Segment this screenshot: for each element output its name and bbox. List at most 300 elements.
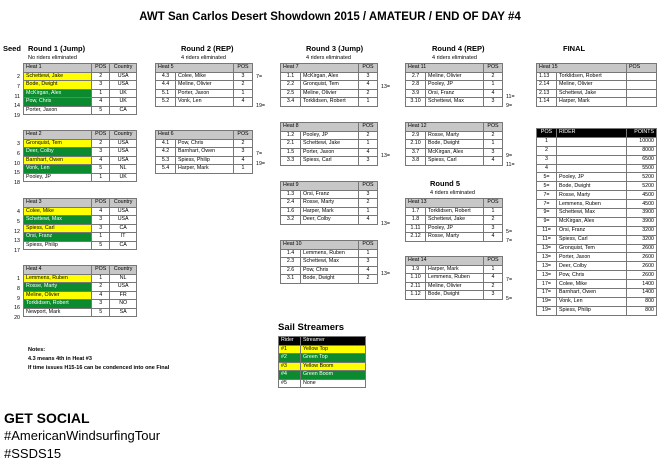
social-title: GET SOCIAL (4, 410, 90, 426)
heat-table (405, 198, 503, 242)
tie-rank: 7= (256, 74, 263, 80)
pos-cell: 1 (234, 89, 253, 98)
heat-ref-cell: 3.9 (406, 89, 426, 98)
tie-rank: 5= (506, 228, 513, 235)
seed-number: 8 (17, 285, 20, 292)
points-header: POINTS (627, 129, 657, 138)
pos-cell: 19= (537, 306, 557, 315)
pos-cell: 2 (484, 216, 503, 225)
pos-cell: 4 (359, 148, 378, 157)
heat-ref-cell: 1.11 (406, 224, 426, 233)
tie-rank: 19= (256, 103, 265, 110)
table-row (24, 173, 137, 182)
pos-cell: 5 (92, 106, 110, 115)
country-header: Country (110, 199, 137, 208)
heat-name: Heat 7 (281, 64, 359, 73)
table-row (406, 89, 503, 98)
table-row (24, 72, 137, 81)
pos-cell: 4 (234, 156, 253, 165)
pos-cell (627, 81, 657, 90)
heat-ref-cell: 1.3 (281, 190, 301, 199)
table-row (24, 241, 137, 250)
pos-cell (627, 72, 657, 81)
country-cell: USA (110, 207, 137, 216)
country-cell: NO (110, 300, 137, 309)
table-row (537, 155, 657, 164)
tie-rank: 9= (506, 103, 513, 110)
heat-ref-cell: 3.3 (281, 157, 301, 166)
pos-header: POS (484, 64, 503, 73)
heat-name: Heat 2 (24, 131, 92, 140)
table-row (406, 81, 503, 90)
table-row (281, 131, 378, 140)
table-row (406, 216, 503, 225)
rider-cell: Spiess, Philip (557, 306, 627, 315)
heat-table (155, 130, 253, 174)
table-row (24, 89, 137, 98)
rider-cell: Barnhart, Owen (557, 289, 627, 298)
table-row (537, 182, 657, 191)
notes-line: 4.3 means 4th in Heat #3 (28, 356, 92, 362)
rider-cell: Orsi, Franz (426, 89, 484, 98)
rider-cell: Rosse, Marty (301, 199, 359, 208)
rider-cell (557, 146, 627, 155)
heat-ref-cell: 3.2 (281, 216, 301, 225)
tie-rank: 11= (506, 162, 515, 169)
rider-cell: #1 (279, 345, 301, 354)
rider-cell: #4 (279, 371, 301, 380)
heat-ref-cell: 2.9 (406, 131, 426, 140)
heat-name: Heat 8 (281, 123, 359, 132)
table-row (281, 157, 378, 166)
heat-name: Heat 3 (24, 199, 92, 208)
seed-number: 13 (14, 238, 20, 245)
table-row (537, 191, 657, 200)
round-2-subtitle: 4 riders eliminated (181, 55, 226, 61)
points-cell: 3200 (627, 235, 657, 244)
rider-cell: Schettewi, Max (557, 209, 627, 218)
tie-rank: 7= (506, 238, 513, 245)
final-heat-table (536, 63, 657, 107)
rider-cell: Pow, Chris (24, 98, 92, 107)
table-row (537, 280, 657, 289)
table-row (24, 224, 137, 233)
round-5-label: Round 5 (430, 179, 460, 188)
pos-cell: 7= (537, 191, 557, 200)
table-row (406, 72, 503, 81)
points-cell: 4500 (627, 200, 657, 209)
seed-number: 15 (14, 170, 20, 177)
streamer-cell: Green Boom (301, 371, 366, 380)
table-row (24, 156, 137, 165)
pos-header: POS (484, 123, 503, 132)
rider-header: Rider (279, 337, 301, 346)
rider-cell: Orsi, Franz (24, 233, 92, 242)
heat-ref-cell: 1.1 (281, 72, 301, 81)
rider-cell: Pooley, JP (426, 224, 484, 233)
heat-ref-cell: 2.8 (406, 81, 426, 90)
pos-cell: 1 (234, 165, 253, 174)
pos-cell: 3 (537, 155, 557, 164)
table-row (281, 148, 378, 157)
points-cell: 800 (627, 306, 657, 315)
pos-cell: 2 (92, 283, 110, 292)
pos-header: POS (92, 199, 110, 208)
tie-rank: 9= (506, 152, 513, 159)
pos-cell (627, 89, 657, 98)
pos-cell: 2 (234, 81, 253, 90)
rider-cell: Harper, Mark (557, 98, 627, 107)
table-row (24, 308, 137, 317)
table-row (24, 283, 137, 292)
table-row (281, 140, 378, 149)
rider-cell: Colee, Mike (176, 72, 234, 81)
country-cell: UK (110, 173, 137, 182)
rider-cell: Pooley, JP (301, 131, 359, 140)
pos-cell: 2 (359, 131, 378, 140)
table-row (406, 140, 503, 149)
heat-ref-cell: 1.6 (281, 207, 301, 216)
rider-cell: Pow, Chris (176, 139, 234, 148)
rider-cell: Porter, Jaxon (24, 106, 92, 115)
rider-cell: Rosse, Marty (24, 283, 92, 292)
points-cell: 6500 (627, 155, 657, 164)
points-cell: 3900 (627, 217, 657, 226)
pos-cell: 1 (359, 140, 378, 149)
heat-ref-cell: 2.13 (537, 89, 557, 98)
heat-ref-cell: 2.5 (281, 89, 301, 98)
country-cell: USA (110, 81, 137, 90)
rider-cell: Schettewi, Max (24, 216, 92, 225)
table-row (537, 235, 657, 244)
rider-cell: Harper, Mark (426, 265, 484, 274)
table-row (24, 148, 137, 157)
heat-ref-cell: 2.10 (406, 140, 426, 149)
table-row (537, 297, 657, 306)
pos-cell: 5= (537, 182, 557, 191)
table-row (24, 106, 137, 115)
table-row (281, 207, 378, 216)
streamer-cell: Yellow Top (301, 345, 366, 354)
pos-cell: 1 (537, 137, 557, 146)
table-row (537, 72, 657, 81)
pos-cell: 4 (359, 266, 378, 275)
seed-number: 2 (17, 74, 20, 80)
table-row (279, 345, 366, 354)
table-row (537, 271, 657, 280)
heat-table (23, 198, 137, 250)
pos-header: POS (359, 64, 378, 73)
table-row (281, 266, 378, 275)
table-row (281, 199, 378, 208)
heat-ref-cell: 1.4 (281, 249, 301, 258)
table-row (281, 275, 378, 284)
country-cell: CA (110, 224, 137, 233)
rider-cell: Schettewi, Jake (301, 140, 359, 149)
pos-cell: 3 (359, 258, 378, 267)
rider-cell: Gronquist, Tem (557, 244, 627, 253)
heat-ref-cell: 4.3 (156, 72, 176, 81)
pos-cell: 3 (484, 291, 503, 300)
table-row (406, 265, 503, 274)
country-cell: USA (110, 139, 137, 148)
table-row (24, 291, 137, 300)
heat-table (280, 181, 378, 225)
table-row (24, 165, 137, 174)
heat-ref-cell: 2.14 (537, 81, 557, 90)
heat-name: Heat 13 (406, 199, 484, 208)
heat-ref-cell: 3.4 (281, 98, 301, 107)
table-row (537, 289, 657, 298)
pos-cell: 9= (537, 209, 557, 218)
pos-cell: 1 (92, 233, 110, 242)
pos-cell: 3 (234, 148, 253, 157)
table-row (24, 216, 137, 225)
rider-cell: Spiess, Carl (24, 224, 92, 233)
country-header: Country (110, 266, 137, 275)
rider-cell: Meline, Olivier (426, 72, 484, 81)
pos-header: POS (359, 182, 378, 191)
rider-cell: Porter, Jaxon (176, 89, 234, 98)
heat-ref-cell: 3.1 (281, 275, 301, 284)
heat-ref-cell: 2.7 (406, 72, 426, 81)
pos-cell: 4 (234, 98, 253, 107)
table-row (24, 139, 137, 148)
seed-number: 1 (17, 276, 20, 282)
points-cell: 1400 (627, 289, 657, 298)
table-row (537, 306, 657, 315)
pos-cell: 2 (92, 139, 110, 148)
table-row (24, 98, 137, 107)
round-4-label: Round 4 (REP) (432, 44, 485, 53)
heat-ref-cell: 3.7 (406, 148, 426, 157)
heat-ref-cell: 2.6 (281, 266, 301, 275)
heat-name: Heat 15 (537, 64, 627, 73)
country-cell: IT (110, 233, 137, 242)
heat-ref-cell: 1.12 (406, 291, 426, 300)
rider-cell: Barnhart, Owen (176, 148, 234, 157)
pos-cell: 4 (92, 156, 110, 165)
pos-cell: 9= (537, 217, 557, 226)
points-cell: 2600 (627, 262, 657, 271)
tie-rank: 5= (506, 296, 513, 303)
points-cell: 800 (627, 297, 657, 306)
seed-number: 14 (14, 103, 20, 110)
rider-cell: Bode, Dwight (426, 291, 484, 300)
heat-name: Heat 6 (156, 131, 234, 140)
country-cell: USA (110, 216, 137, 225)
rider-cell: #5 (279, 379, 301, 388)
rider-cell: Pooley, JP (24, 173, 92, 182)
pos-cell: 1 (359, 249, 378, 258)
heat-ref-cell: 5.1 (156, 89, 176, 98)
table-row (156, 165, 253, 174)
rider-cell: Lemmens, Ruben (426, 274, 484, 283)
heat-ref-cell: 2.2 (281, 81, 301, 90)
streamer-cell: Green Top (301, 354, 366, 363)
pos-cell: 1 (484, 81, 503, 90)
pos-cell: 7= (537, 200, 557, 209)
seed-number: 20 (14, 315, 20, 322)
heat-ref-cell: 1.13 (537, 72, 557, 81)
pos-cell: 4 (484, 89, 503, 98)
sail-streamers-title: Sail Streamers (278, 322, 345, 333)
points-cell: 2600 (627, 271, 657, 280)
heat-table (280, 240, 378, 284)
heat-ref-cell: 1.10 (406, 274, 426, 283)
heat-ref-cell: 5.2 (156, 98, 176, 107)
pos-cell: 3 (92, 81, 110, 90)
rider-cell: Harper, Mark (301, 207, 359, 216)
rider-cell: Rosse, Marty (426, 131, 484, 140)
pos-header: POS (92, 64, 110, 73)
points-cell: 3200 (627, 226, 657, 235)
pos-cell: 3 (484, 148, 503, 157)
seed-number: 16 (14, 305, 20, 312)
table-row (24, 207, 137, 216)
rider-cell: McKirgan, Alex (557, 217, 627, 226)
pos-header: POS (234, 131, 253, 140)
pos-cell: 1 (484, 140, 503, 149)
pos-cell: 2 (484, 131, 503, 140)
social-hashtag: #AmericanWindsurfingTour (4, 428, 161, 443)
pos-cell: 4 (92, 207, 110, 216)
tie-rank: 13= (381, 221, 390, 228)
table-row (537, 173, 657, 182)
heat-ref-cell: 5.3 (156, 156, 176, 165)
rider-cell: Spiess, Philip (176, 156, 234, 165)
rider-cell: Barnhart, Owen (24, 156, 92, 165)
points-cell: 3900 (627, 209, 657, 218)
tie-rank: 13= (381, 152, 390, 159)
table-row (537, 244, 657, 253)
table-row (279, 354, 366, 363)
country-header: Country (110, 131, 137, 140)
heat-table (405, 256, 503, 300)
pos-cell: 11= (537, 235, 557, 244)
points-cell: 2600 (627, 253, 657, 262)
heat-table (23, 130, 137, 182)
seed-number: 11 (14, 93, 20, 100)
pos-cell: 2 (484, 282, 503, 291)
table-row (537, 137, 657, 146)
rider-cell: Schettewi, Max (426, 98, 484, 107)
pos-header: POS (484, 199, 503, 208)
rider-cell: Bode, Dwight (426, 140, 484, 149)
rider-cell: Rosse, Marty (426, 233, 484, 242)
seed-number: 3 (17, 141, 20, 147)
seed-column-label: Seed (3, 44, 21, 53)
rider-cell: McKirgan, Alex (24, 89, 92, 98)
country-header: Country (110, 64, 137, 73)
pos-cell: 5 (92, 165, 110, 174)
rider-cell: Gronquist, Tem (24, 139, 92, 148)
round-1-subtitle: No riders eliminated (28, 55, 77, 61)
heat-name: Heat 12 (406, 123, 484, 132)
table-row (24, 274, 137, 283)
pos-cell: 13= (537, 244, 557, 253)
rider-cell: Meline, Olivier (24, 291, 92, 300)
rider-cell: Torklidsen, Robert (426, 207, 484, 216)
rider-cell: Meline, Olivier (557, 81, 627, 90)
heat-ref-cell: 1.5 (281, 148, 301, 157)
table-row (24, 81, 137, 90)
country-cell: NL (110, 274, 137, 283)
heat-table (23, 265, 137, 317)
rider-cell: Meline, Olivier (301, 89, 359, 98)
heat-ref-cell: 2.3 (281, 258, 301, 267)
country-cell: USA (110, 148, 137, 157)
heat-ref-cell: 1.2 (281, 131, 301, 140)
rider-cell: Colee, Mike (557, 280, 627, 289)
round-4-subtitle: 4 riders eliminated (432, 55, 477, 61)
country-cell: CA (110, 106, 137, 115)
pos-cell: 4 (484, 157, 503, 166)
seed-number: 18 (14, 180, 20, 187)
pos-cell: 5= (537, 173, 557, 182)
rider-cell: Bode, Dwight (24, 81, 92, 90)
rider-cell: Spiess, Philip (24, 241, 92, 250)
heat-name: Heat 9 (281, 182, 359, 191)
rider-cell: Rosse, Marty (557, 191, 627, 200)
points-cell: 5200 (627, 182, 657, 191)
pos-header: POS (359, 241, 378, 250)
rider-cell: Vonk, Len (176, 98, 234, 107)
country-cell: NL (110, 165, 137, 174)
heat-ref-cell: 4.2 (156, 148, 176, 157)
pos-cell: 3 (92, 224, 110, 233)
table-row (406, 131, 503, 140)
table-row (537, 98, 657, 107)
rider-cell: Colee, Mike (24, 207, 92, 216)
pos-header: POS (537, 129, 557, 138)
rider-cell: Orsi, Franz (557, 226, 627, 235)
pos-cell: 3 (359, 157, 378, 166)
pos-cell: 1 (92, 274, 110, 283)
round-3-subtitle: 4 riders eliminated (306, 55, 351, 61)
points-cell: 10000 (627, 137, 657, 146)
rider-cell: McKirgan, Alex (301, 72, 359, 81)
pos-cell: 4 (92, 291, 110, 300)
rider-cell: Harper, Mark (176, 165, 234, 174)
rider-cell: Pooley, JP (557, 173, 627, 182)
points-cell: 5200 (627, 173, 657, 182)
heat-name: Heat 14 (406, 257, 484, 266)
pos-cell: 2 (359, 89, 378, 98)
rider-cell: Porter, Jaxon (557, 253, 627, 262)
pos-cell: 2 (484, 72, 503, 81)
pos-header: POS (92, 131, 110, 140)
pos-cell: 1 (359, 207, 378, 216)
rider-cell: Porter, Jaxon (301, 148, 359, 157)
rider-cell: Pow, Chris (301, 266, 359, 275)
seed-number: 6 (17, 150, 20, 157)
table-row (156, 156, 253, 165)
seed-number: 5 (17, 218, 20, 225)
rider-cell: McKirgan, Alex (426, 148, 484, 157)
streamer-header: Streamer (301, 337, 366, 346)
pos-cell: 3 (234, 72, 253, 81)
table-row (281, 190, 378, 199)
table-row (406, 207, 503, 216)
seed-number: 12 (14, 228, 20, 235)
pos-header: POS (359, 123, 378, 132)
rider-cell: #3 (279, 362, 301, 371)
page-title: AWT San Carlos Desert Showdown 2015 / AMATEUR / END OF DAY #4 (139, 11, 521, 23)
streamer-cell: None (301, 379, 366, 388)
pos-cell: 4 (484, 233, 503, 242)
pos-cell: 2 (537, 146, 557, 155)
